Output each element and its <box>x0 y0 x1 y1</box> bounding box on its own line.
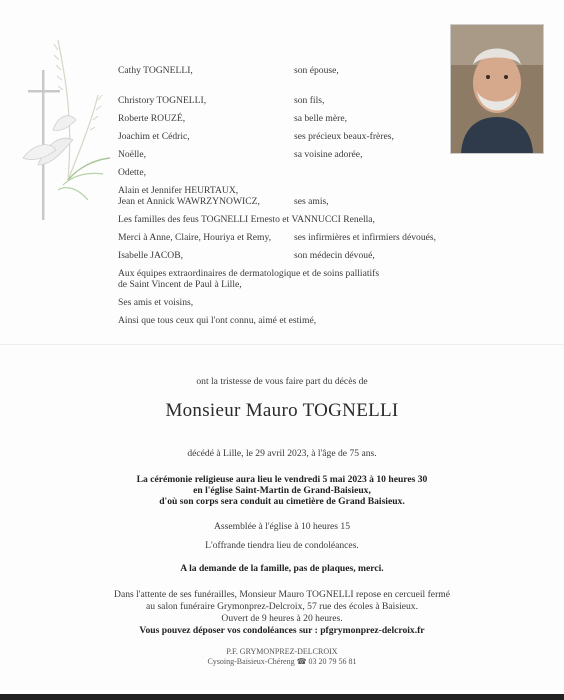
offering-info: L'offrande tiendra lieu de condoléances. <box>205 540 359 551</box>
mourner-name: Joachim et Cédric, <box>118 131 190 142</box>
mourner-relation: sa voisine adorée, <box>294 149 363 160</box>
deceased-portrait <box>450 24 544 154</box>
funeral-home-line: Dans l'attente de ses funérailles, Monsieur Mauro TOGNELLI repose en cercueil fermé <box>114 589 450 600</box>
ceremony-line: d'où son corps sera conduit au cimetière de Grand Baisieux. <box>159 496 405 507</box>
mourner-relation: ses amis, <box>294 196 329 207</box>
mourner-name: Isabelle JACOB, <box>118 250 184 261</box>
footer-address: Cysoing-Baisieux-Chéreng ☎ 03 20 79 56 81 <box>207 657 357 666</box>
deceased-name: Monsieur Mauro TOGNELLI <box>165 400 399 421</box>
mourner-name: Jean et Annick WAWRZYNOWICZ, <box>118 196 260 207</box>
mourner-relation: sa belle mère, <box>294 113 348 124</box>
mourner-name: Christory TOGNELLI, <box>118 95 207 106</box>
mourner-name: Ses amis et voisins, <box>118 297 194 308</box>
mourner-name: Aux équipes extraordinaires de dermatologique et de soins palliatifs <box>118 268 380 279</box>
mourner-relation: son fils, <box>294 95 325 106</box>
condolences-info: Vous pouvez déposer vos condoléances sur : pfgrymonprez-delcroix.fr <box>139 625 425 636</box>
scan-edge <box>0 694 564 700</box>
mourner-relation: ses infirmières et infirmiers dévoués, <box>294 232 436 243</box>
mourner-name: Merci à Anne, Claire, Houriya et Remy, <box>118 232 272 243</box>
page-divider <box>0 344 564 345</box>
cross-lily-illustration <box>18 40 118 230</box>
mourner-name: de Saint Vincent de Paul à Lille, <box>118 279 242 290</box>
mourner-name: Alain et Jennifer HEURTAUX, <box>118 185 239 196</box>
mourner-name: Les familles des feus TOGNELLI Ernesto et VANNUCCI Renella, <box>118 214 375 225</box>
ceremony-line: en l'église Saint-Martin de Grand-Baisieux, <box>193 485 371 496</box>
mourner-relation: ses précieux beaux-frères, <box>294 131 394 142</box>
mourner-name: Odette, <box>118 167 146 178</box>
mourner-name: Cathy TOGNELLI, <box>118 65 193 76</box>
family-request: A la demande de la famille, pas de plaques, merci. <box>180 563 384 574</box>
mourner-name: Ainsi que tous ceux qui l'ont connu, aimé et estimé, <box>118 315 317 326</box>
mourner-relation: son médecin dévoué, <box>294 250 375 261</box>
funeral-home-line: au salon funéraire Grymonprez-Delcroix, 57 rue des écoles à Baisieux. <box>146 601 418 612</box>
funeral-home-line: Ouvert de 9 heures à 20 heures. <box>221 613 343 624</box>
footer-company: P.F. GRYMONPREZ-DELCROIX <box>226 647 338 656</box>
mourner-name: Noëlle, <box>118 149 146 160</box>
mourner-relation: son épouse, <box>294 65 339 76</box>
assembly-info: Assemblée à l'église à 10 heures 15 <box>214 521 350 532</box>
announcement-text: ont la tristesse de vous faire part du décès de <box>196 376 368 387</box>
mourner-name: Roberte ROUZÉ, <box>118 113 186 124</box>
death-info: décédé à Lille, le 29 avril 2023, à l'âge de 75 ans. <box>187 448 377 459</box>
ceremony-line: La cérémonie religieuse aura lieu le vendredi 5 mai 2023 à 10 heures 30 <box>136 474 428 485</box>
